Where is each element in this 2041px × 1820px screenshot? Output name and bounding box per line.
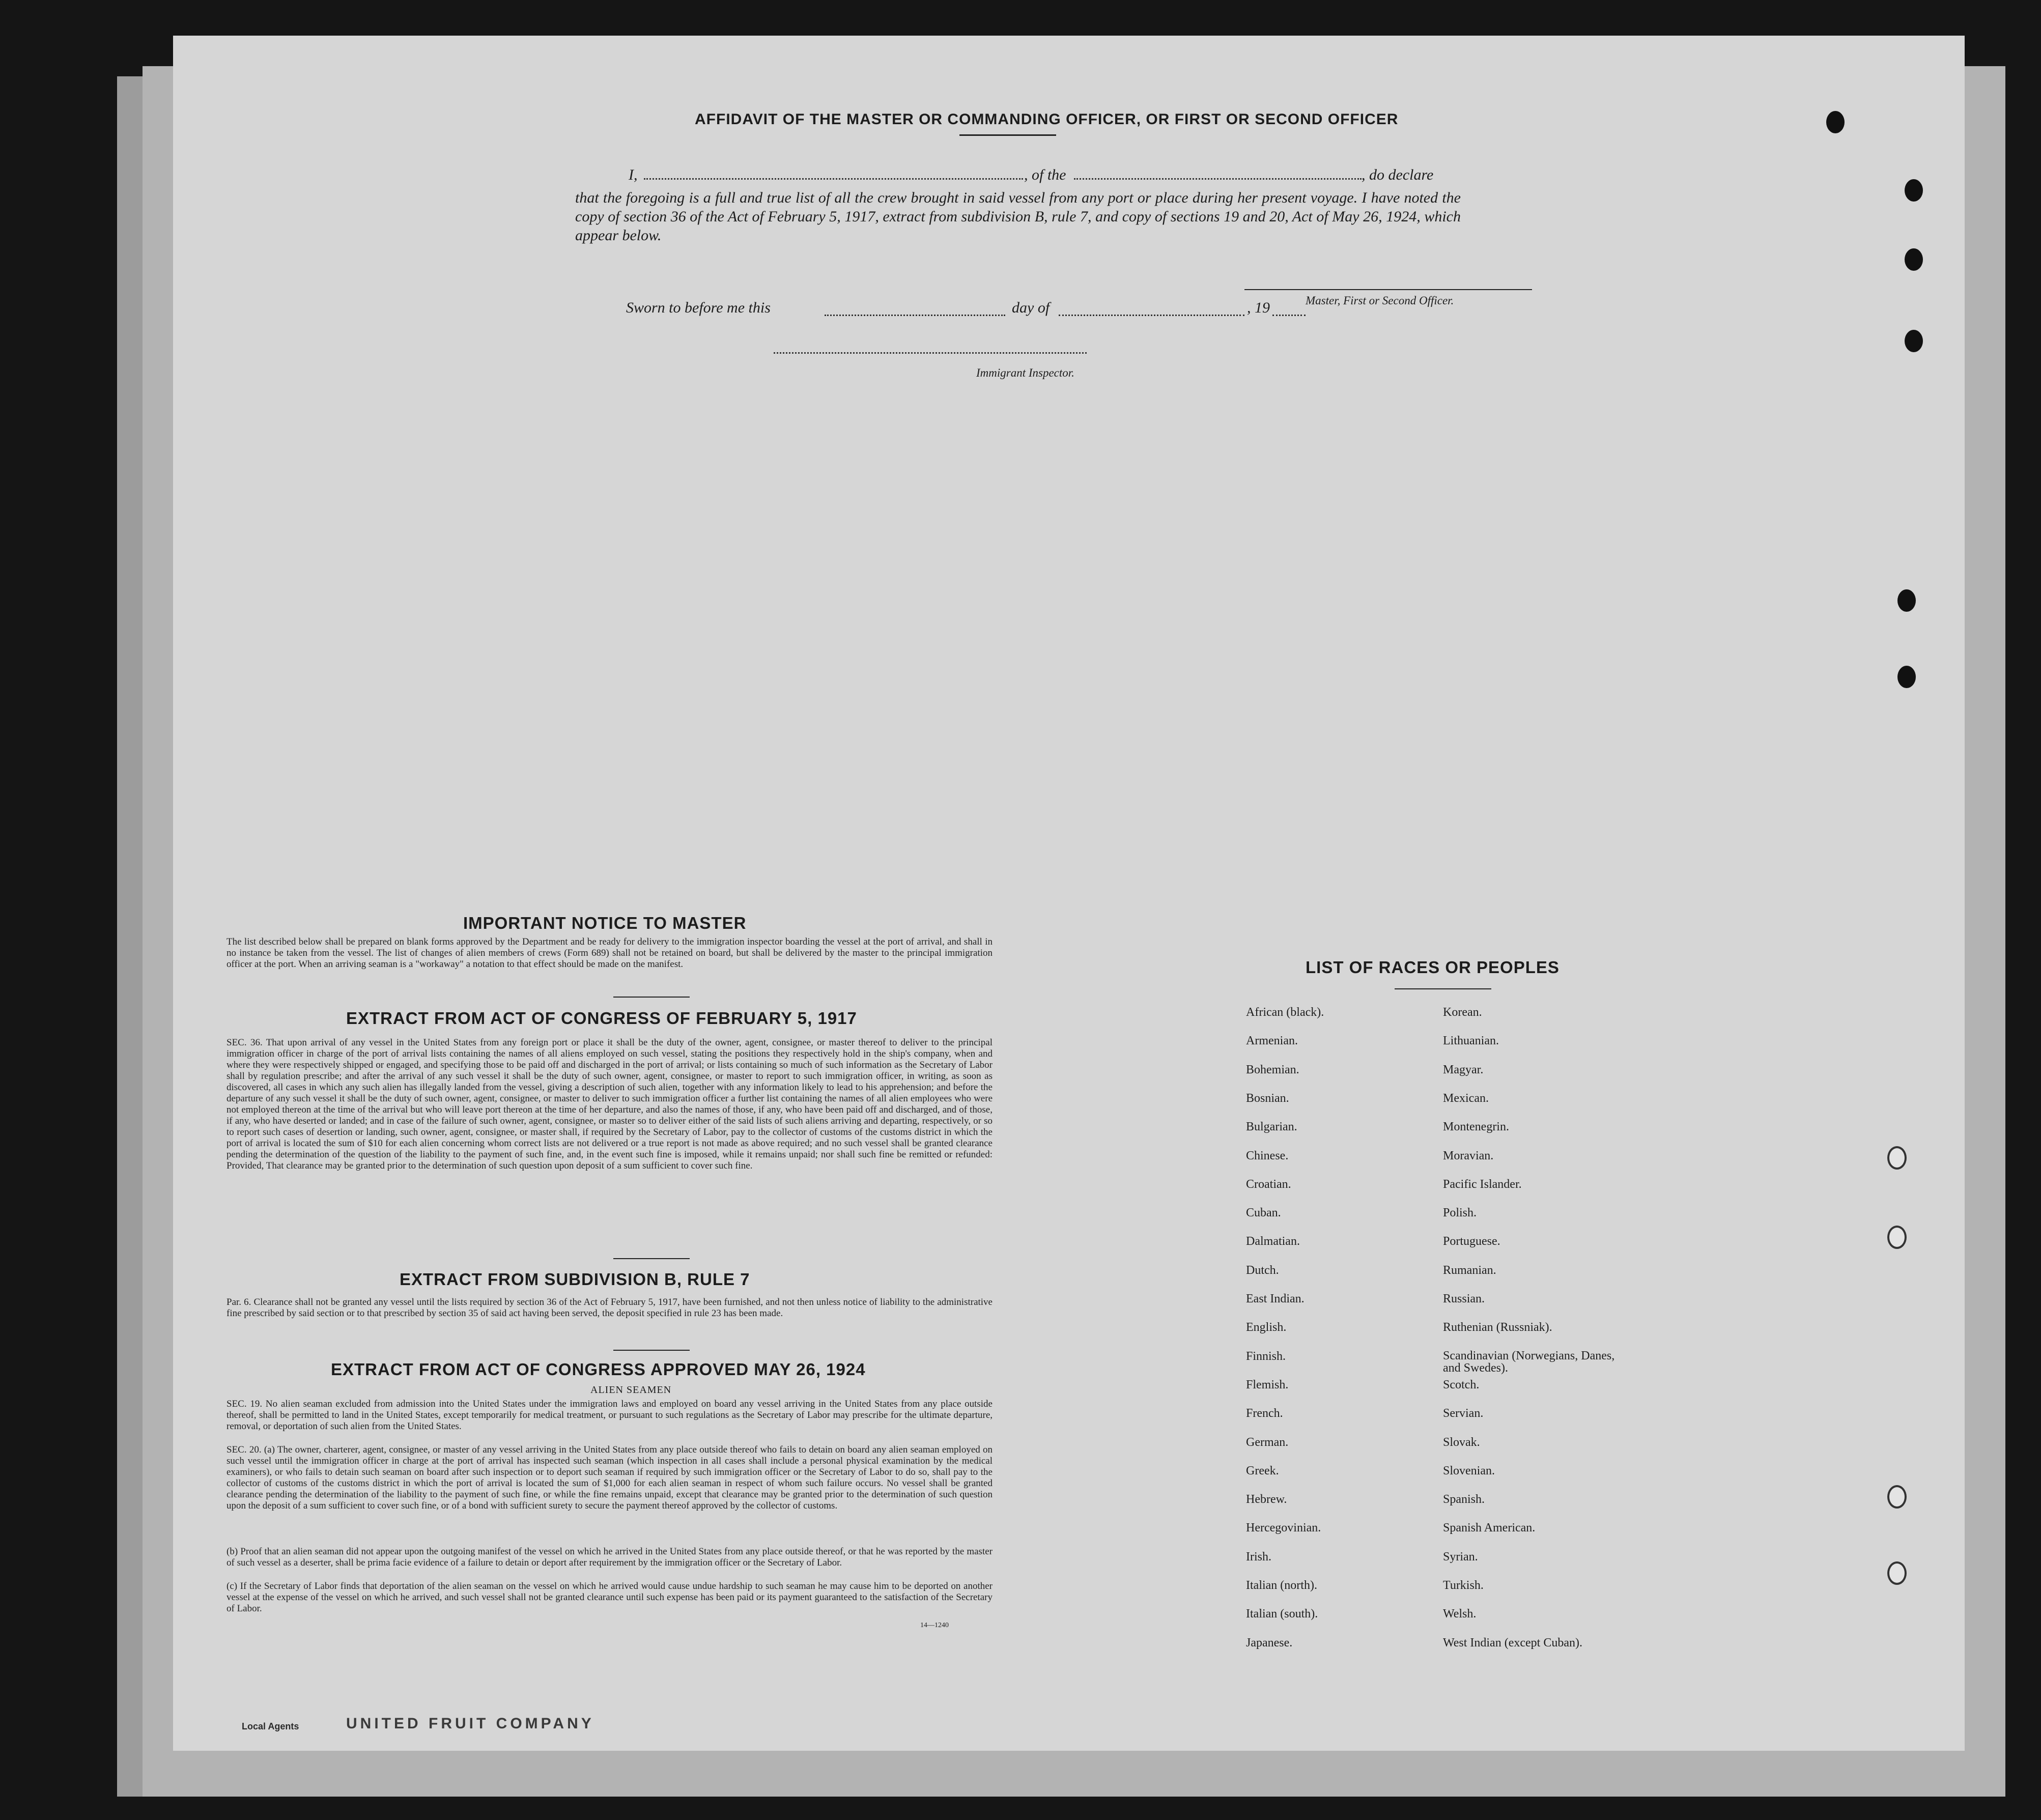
race-item: Flemish. [1246, 1378, 1289, 1391]
vessel-name-line[interactable] [1074, 178, 1362, 180]
race-item: Dalmatian. [1246, 1235, 1300, 1248]
affiant-name-line[interactable] [644, 178, 1023, 180]
race-item: English. [1246, 1321, 1287, 1334]
race-item: Chinese. [1246, 1149, 1289, 1162]
sworn-month-line[interactable] [1059, 315, 1244, 316]
race-item: Bohemian. [1246, 1063, 1299, 1076]
race-item: Mexican. [1443, 1091, 1489, 1105]
binder-hole [1887, 1485, 1907, 1509]
notice-heading: IMPORTANT NOTICE TO MASTER [463, 914, 747, 932]
race-item: Bulgarian. [1246, 1120, 1297, 1134]
binder-hole [1897, 589, 1916, 612]
race-item: Slovak. [1443, 1435, 1480, 1449]
local-agent-name: UNITED FRUIT COMPANY [346, 1715, 594, 1732]
races-rule [1395, 988, 1491, 989]
extract-rule7-rule [613, 1350, 690, 1351]
binder-hole [1905, 330, 1923, 352]
race-item: Montenegrin. [1443, 1120, 1509, 1134]
affiant-prefix: I, [629, 166, 638, 183]
race-item: Spanish American. [1443, 1521, 1536, 1535]
extract-1924-sec20c: (c) If the Secretary of Labor finds that deportation of the alien seaman on the vessel on which he arrived would cause undue hardship to such seaman he may cause him to be deported on another vessel at the expense of the vessel on which he arrived, and such vessel shall not be granted clearance until such expense has been paid or its payment guaranteed to the satisfaction of the Secretary of Labor. [226, 1581, 993, 1614]
form-sheet [173, 36, 1965, 1751]
notice-rule [613, 997, 690, 998]
form-number: 14—1240 [920, 1622, 949, 1629]
binder-hole [1897, 666, 1916, 688]
affidavit-body: that the foregoing is a full and true list of all the crew brought in said vessel from any port or place during her present voyage. I have noted the copy of section 36 of the Act of February 5, 1917, extract from subdivision B, rule 7, and copy of sections 19 and 20, Act of May 26, 1924, which appear below. [575, 189, 1461, 244]
binder-hole [1887, 1561, 1907, 1585]
race-item: Scotch. [1443, 1378, 1480, 1391]
race-item: Korean. [1443, 1006, 1482, 1019]
race-item: East Indian. [1246, 1292, 1305, 1305]
race-item: Bosnian. [1246, 1091, 1289, 1105]
binder-hole [1887, 1226, 1907, 1249]
do-declare-label: , do declare [1362, 166, 1434, 183]
affidavit-heading: AFFIDAVIT OF THE MASTER OR COMMANDING OFFICER, OR FIRST OR SECOND OFFICER [695, 111, 1399, 128]
extract-rule7-heading: EXTRACT FROM SUBDIVISION B, RULE 7 [400, 1270, 750, 1289]
race-item: Armenian. [1246, 1034, 1298, 1048]
extract-1924-sec20a: SEC. 20. (a) The owner, charterer, agent, consignee, or master of any vessel arriving in the United States from any place outside thereof who fails to detain on board any alien seaman employed on such vessel until the immigration officer in charge at the port of arrival has inspected such seaman (which inspection in all cases shall include a personal physical examination by the medical examiners), or who fails to detain such seaman on board after such inspection or to deport such seaman if required by such immigration officer or the Secretary of Labor to do so, shall pay to the collector of customs of the customs district in which the port of arrival is located the sum of $1,000 for each alien seaman in respect of whom such failure occurs. No vessel shall be granted clearance pending the determination of the liability to the payment of such fine, or while the fine remains unpaid, except that clearance may be granted prior to the determination of such question upon the deposit of a sum sufficient to cover such fine, or of a bond with sufficient surety to secure the payment thereof approved by the collector of customs. [226, 1444, 993, 1511]
extract-1924-sec20b: (b) Proof that an alien seaman did not appear upon the outgoing manifest of the vessel on which he arrived in the United States from any place outside thereof, or that he was reported by the master of such vessel as a deserter, shall be prima facie evidence of a failure to detain or deport after requirement by the immigration officer or the Secretary of Labor. [226, 1546, 993, 1568]
inspector-label: Immigrant Inspector. [976, 366, 1074, 379]
extract-1917-rule [613, 1258, 690, 1259]
notice-body: The list described below shall be prepared on blank forms approved by the Department and be ready for delivery to the immigration inspector boarding the vessel at the port of arrival, and shall in no instance be taken from the vessel. The list of changes of alien members of crews (Form 689) shall not be retained on board, but shall be delivered by the master to the principal immigration officer at the port. When an arriving seaman is a "workaway" a notation to that effect should be made on the manifest. [226, 936, 993, 970]
binder-hole [1905, 248, 1923, 271]
race-item: Scandinavian (Norwegians, Danes, and Swedes). [1443, 1349, 1615, 1375]
race-item: African (black). [1246, 1006, 1324, 1019]
heading-rule [959, 134, 1056, 136]
extract-rule7-body: Par. 6. Clearance shall not be granted any vessel until the lists required by section 36 of the Act of February 5, 1917, have been furnished, and not then unless notice of liability to the administrative fine prescribed by said section or to that prescribed by section 35 of said act having been served, the deposit specified in rule 23 has been made. [226, 1297, 993, 1319]
race-item: Italian (north). [1246, 1579, 1317, 1592]
race-item: Cuban. [1246, 1206, 1281, 1220]
alien-seamen-subheading: ALIEN SEAMEN [590, 1384, 672, 1396]
race-item: Irish. [1246, 1550, 1271, 1563]
race-item: French. [1246, 1407, 1283, 1420]
race-item: Croatian. [1246, 1177, 1291, 1191]
of-the-label: , of the [1024, 166, 1066, 183]
race-item: Slovenian. [1443, 1464, 1495, 1477]
race-item: Magyar. [1443, 1063, 1484, 1076]
inspector-signature-line[interactable] [774, 352, 1087, 354]
race-item: Spanish. [1443, 1493, 1485, 1506]
race-item: German. [1246, 1435, 1289, 1449]
race-item: Hebrew. [1246, 1493, 1287, 1506]
race-item: West Indian (except Cuban). [1443, 1636, 1582, 1650]
binder-hole [1905, 179, 1923, 202]
local-agents-label: Local Agents [242, 1721, 299, 1731]
master-label: Master, First or Second Officer. [1306, 294, 1454, 307]
race-item: Polish. [1443, 1206, 1477, 1220]
binder-hole [1826, 111, 1845, 133]
race-item: Lithuanian. [1443, 1034, 1499, 1048]
race-item: Greek. [1246, 1464, 1279, 1477]
race-item: Russian. [1443, 1292, 1485, 1305]
race-item: Italian (south). [1246, 1607, 1318, 1621]
race-item: Japanese. [1246, 1636, 1293, 1650]
race-item: Portuguese. [1443, 1235, 1500, 1248]
race-item: Dutch. [1246, 1263, 1279, 1277]
extract-1924-sec19: SEC. 19. No alien seaman excluded from admission into the United States under the immigration laws and employed on board any vessel arriving in the United States from any place outside thereof, shall be permitted to land in the United States, except temporarily for medical treatment, or pursuant to such regulations as the Secretary of Labor may prescribe for the ultimate departure, removal, or deportation of such alien from the United States. [226, 1399, 993, 1432]
race-item: Pacific Islander. [1443, 1177, 1522, 1191]
extract-1917-heading: EXTRACT FROM ACT OF CONGRESS OF FEBRUARY 5, 1917 [346, 1009, 857, 1028]
sworn-day-line[interactable] [825, 315, 1005, 316]
race-item: Servian. [1443, 1407, 1484, 1420]
extract-1924-heading: EXTRACT FROM ACT OF CONGRESS APPROVED MAY 26, 1924 [331, 1360, 866, 1379]
race-item: Syrian. [1443, 1550, 1478, 1563]
race-item: Finnish. [1246, 1349, 1286, 1363]
master-signature-line[interactable] [1244, 289, 1532, 290]
sworn-prefix: Sworn to before me this [626, 299, 771, 316]
race-item: Hercegovinian. [1246, 1521, 1321, 1535]
race-item: Turkish. [1443, 1579, 1484, 1592]
year-prefix: , 19 [1247, 299, 1270, 316]
race-item: Welsh. [1443, 1607, 1477, 1621]
binder-hole [1887, 1146, 1907, 1170]
race-item: Ruthenian (Russniak). [1443, 1321, 1552, 1334]
race-item: Moravian. [1443, 1149, 1494, 1162]
race-item: Rumanian. [1443, 1263, 1496, 1277]
day-of-label: day of [1012, 299, 1050, 316]
extract-1917-body: SEC. 36. That upon arrival of any vessel in the United States from any foreign port or place it shall be the duty of the owner, agent, consignee, or master thereof to deliver to the principal immigration officer in charge of the port of arrival lists containing the names of all aliens employed on such vessel, stating the positions they respectively hold in the ship's company, when and where they were respectively shipped or engaged, and specifying those to be paid off and discharged in the port of arrival; or lists containing so much of such information as the Secretary of Labor shall by regulation prescribe; and after the arrival of any such vessel it shall be the duty of such owner, agent, consignee, or master to report to such immigration officer, in writing, as soon as discovered, all cases in which any such alien has illegally landed from the vessel, giving a description of such alien, together with any information likely to lead to his apprehension; and before the departure of any such vessel it shall be the duty of such owner, agent, consignee, or master to deliver to such immigration officer a further list containing the names of all alien employees who were not employed thereon at the time of the arrival but who will leave port thereon at the time of her departure, and also the names of those, if any, who have been paid off and discharged, and of those, if any, who have deserted or landed; and in case of the failure of such owner, agent, consignee, or master so to deliver either of the said lists of such aliens arriving and departing, respectively, or so to report such cases of desertion or landing, such owner, agent, consignee, or master shall, if required by the Secretary of Labor, pay to the collector of customs of the customs district in which the port of arrival is located the sum of $10 for each alien concerning whom correct lists are not delivered or a true report is not made as above required; and no such vessel shall be granted clearance pending the determination of the question of the liability to the payment of such fine, and, in the event such fine is imposed, while it remains unpaid; nor shall such fine be remitted or refunded: Provided, That clearance may be granted prior to the determination of such question upon deposit of a sum sufficient to cover such fine. [226, 1037, 993, 1171]
races-heading: LIST OF RACES OR PEOPLES [1306, 958, 1560, 977]
sworn-year-line[interactable] [1272, 315, 1306, 316]
